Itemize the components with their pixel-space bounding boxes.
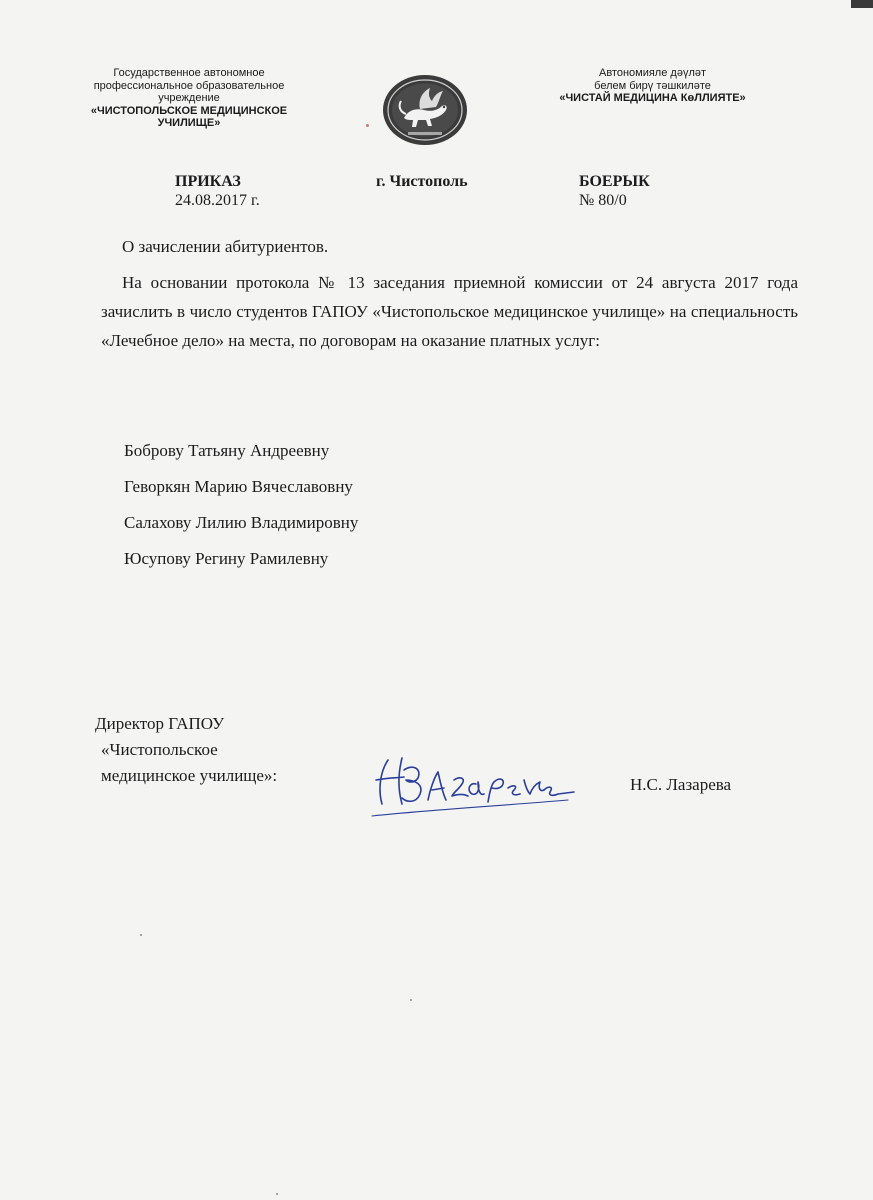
order-label-tatar: БОЕРЫК [579,173,650,190]
order-city: г. Чистополь [376,173,468,190]
header-right-line3: «ЧИСТАЙ МЕДИЦИНА КөЛЛИЯТЕ» [559,92,746,105]
signatory-name: Н.С. Лазарева [630,775,732,794]
student-list [124,433,358,577]
student-item: Юсупову Регину Рамилевну [124,549,329,568]
order-number-block [579,172,650,210]
scan-speck [410,999,412,1001]
header-right-institution [530,67,775,105]
signatory-title-line3: медицинское училище»: [101,766,278,785]
header-left-line1: Государственное автономное [113,67,265,79]
student-item: Геворкян Марию Вячеславовну [124,477,353,496]
order-body-text: На основании протокола № 13 заседания приемной комиссии от 24 августа 2017 года зачислить в число студентов ГАПОУ «Чистопольское медицинское училище» на специальность «Лечебное дело» на места, по договорам на оказание платных услуг: [101,273,798,350]
header-left-line3: учреждение [158,92,220,105]
order-subject: О зачислении абитуриентов. [122,237,329,256]
scan-edge [851,0,873,8]
header-left-line4: «ЧИСТОПОЛЬСКОЕ МЕДИЦИНСКОЕ [90,104,288,117]
order-date: 24.08.2017 г. [175,192,260,209]
header-left-line5: УЧИЛИЩЕ» [157,117,221,130]
header-right-line2: белем бирү тәшкиләте [594,79,711,92]
student-item: Салахову Лилию Владимировну [124,513,359,532]
order-label-block [175,172,260,210]
header-left-line2: профессиональное образовательное [93,79,285,92]
header-right-line1: Автономияле дәүләт [598,67,707,79]
tatarstan-emblem-icon [382,74,468,146]
handwritten-signature [368,750,583,822]
order-number: № 80/0 [579,192,627,209]
header-left-institution [58,67,320,130]
student-item: Боброву Татьяну Андреевну [124,441,330,460]
signatory-title-line1: Директор ГАПОУ [95,714,225,733]
order-label: ПРИКАЗ [175,173,241,190]
scan-speck [140,934,142,936]
scan-speck [366,124,369,127]
signatory-title-line2: «Чистопольское [101,740,218,759]
scan-speck [276,1193,278,1195]
signatory-title [95,711,277,789]
